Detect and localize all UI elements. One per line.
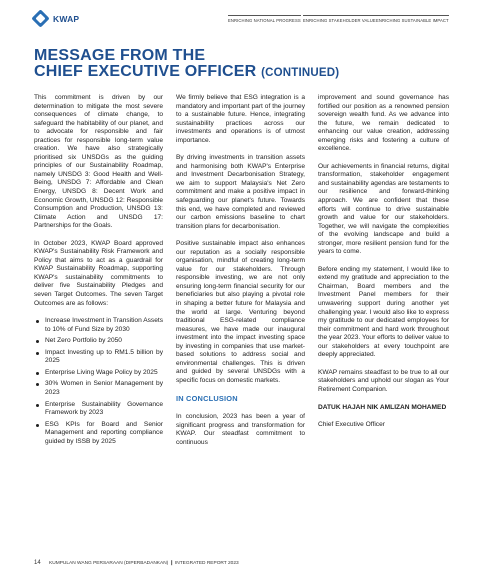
page-title-main: CHIEF EXECUTIVE OFFICER [34, 63, 257, 80]
page-number: 14 [34, 560, 41, 566]
target-outcomes-list [34, 317, 163, 446]
page-title-suffix: (CONTINUED) [261, 67, 340, 79]
paragraph: improvement and sound governance has fortified our position as a renowned pension sovereign wealth fund. As we advance into the future, we remain dedicated to enhancing our value creation, addressing emerging risks and fostering a culture of excellence. [318, 94, 449, 153]
nav-tab-sustainable-impact[interactable]: ENRICHING SUSTAINABLE IMPACT [376, 15, 449, 23]
list-item: Enterprise Sustainability Governance Framework by 2023 [34, 401, 163, 418]
logo-text: KWAP [53, 13, 80, 24]
paragraph: We firmly believe that ESG integration is a mandatory and important part of the journey to a sustainable future. Hence, integrating sustainability practices across our investments and operations is of utmost importance. [176, 94, 305, 144]
nav-tab-national-progress[interactable]: ENRICHING NATIONAL PROGRESS [228, 15, 301, 23]
page-title-line1: MESSAGE FROM THE [34, 47, 206, 64]
text-column-3 [318, 94, 449, 439]
page-title-line2 [34, 64, 454, 81]
list-item: Increase Investment in Transition Assets to 10% of Fund Size by 2030 [34, 317, 163, 334]
list-item: Enterprise Living Wage Policy by 2025 [34, 369, 163, 378]
text-column-2 [176, 94, 305, 456]
list-item: Net Zero Portfolio by 2050 [34, 337, 163, 346]
text-column-1 [34, 94, 163, 449]
signer-title: Chief Executive Officer [318, 421, 385, 429]
paragraph: This commitment is driven by our determination to mitigate the most severe consequences of climate change, to safeguard the habitability of our planet, and to advocate for responsible and fair practices for responsible long-term value creation. We have also strategically prioritised six UNSDGs as the guiding principles of our Sustainability Roadmap, namely UNSDG 3: Good Health and Well-Being, UNSDG 7: Affordable and Clean Energy, UNSDG 8: Decent Work and Economic Growth, UNSDG 12: Responsible Consumption and Production, UNSDG 13: Climate Action and UNSDG 17: Partnerships for the Goals. [34, 94, 163, 230]
nav-tab-stakeholder-value[interactable]: ENRICHING STAKEHOLDER VALUE [303, 15, 376, 23]
section-heading-conclusion: IN CONCLUSION [176, 393, 238, 403]
paragraph: Our achievements in financial returns, digital transformation, stakeholder engagement and sustainability agendas are testaments to our resilience and forward-thinking approach. We are confident that these efforts will continue to drive sustainable growth and value for our stakeholders. Together, we will navigate the complexities of the evolving landscape and build a stronger, more resilient pension fund for the years to come. [318, 162, 449, 256]
page-header [0, 0, 480, 34]
paragraph: In October 2023, KWAP Board approved KWAP's Sustainability Risk Framework and Policy that aims to act as a guardrail for KWAP Sustainability Roadmap, supporting KWAP's sustainability commitments to deliver five Sustainability Pledges and seven Target Outcomes. The seven Target Outcomes are as follows: [34, 239, 163, 307]
list-item: ESG KPIs for Board and Senior Management and reporting compliance guided by ISSB by 2025 [34, 421, 163, 447]
page-title [34, 48, 454, 81]
paragraph: In conclusion, 2023 has been a year of significant progress and transformation for KWAP. Our steadfast commitment to continuous [176, 413, 305, 446]
paragraph: Positive sustainable impact also enhances our reputation as a socially responsible organisation, mindful of creating long-term value for our stakeholders. Through responsible investing, we are not only ensuring long-term financial security for our beneficiaries but also playing a pivotal role in shaping a better future for Malaysia and the world at large. Venturing beyond traditional ESG-related compliance measures, we have made our inaugural investment into the impact investing space by investing in companies that use market-based solutions to address social and environmental challenges. This is driven and guided by several UNSDGs with a specific focus on domestic markets. [176, 240, 305, 384]
page-footer [34, 560, 239, 566]
section-nav [0, 15, 480, 27]
footer-text: KUMPULAN WANG PERSARAAN (DIPERBADANKAN) ❙ INTEGRATED REPORT 2023 [49, 561, 239, 566]
paragraph: Before ending my statement, I would like to extend my gratitude and appreciation to the Chairman, Board members and the Investment Panel members for their unwavering support during another yet challenging year. I would also like to express my gratitude to our dedicated employees for their commitment and hard work throughout the year 2023. Your efforts to deliver value to our stakeholders at every touchpoint are deeply appreciated. [318, 265, 449, 359]
list-item: Impact Investing up to RM1.5 billion by 2025 [34, 349, 163, 366]
signer-name: DATUK HAJAH NIK AMLIZAN MOHAMED [318, 403, 447, 411]
paragraph: KWAP remains steadfast to be true to all our stakeholders and uphold our slogan as Your Retirement Companion. [318, 368, 449, 393]
paragraph: By driving investments in transition assets and harmonising both KWAP's Enterprise and Investment Decarbonisation Strategy, we aim to support Malaysia's Net Zero commitment and make a positive impact in safeguarding our planet's future. Towards this end, we have completed and reviewed our carbon emissions baseline to chart transition plans for decarbonisation. [176, 154, 305, 230]
list-item: 30% Women in Senior Management by 2023 [34, 380, 163, 397]
